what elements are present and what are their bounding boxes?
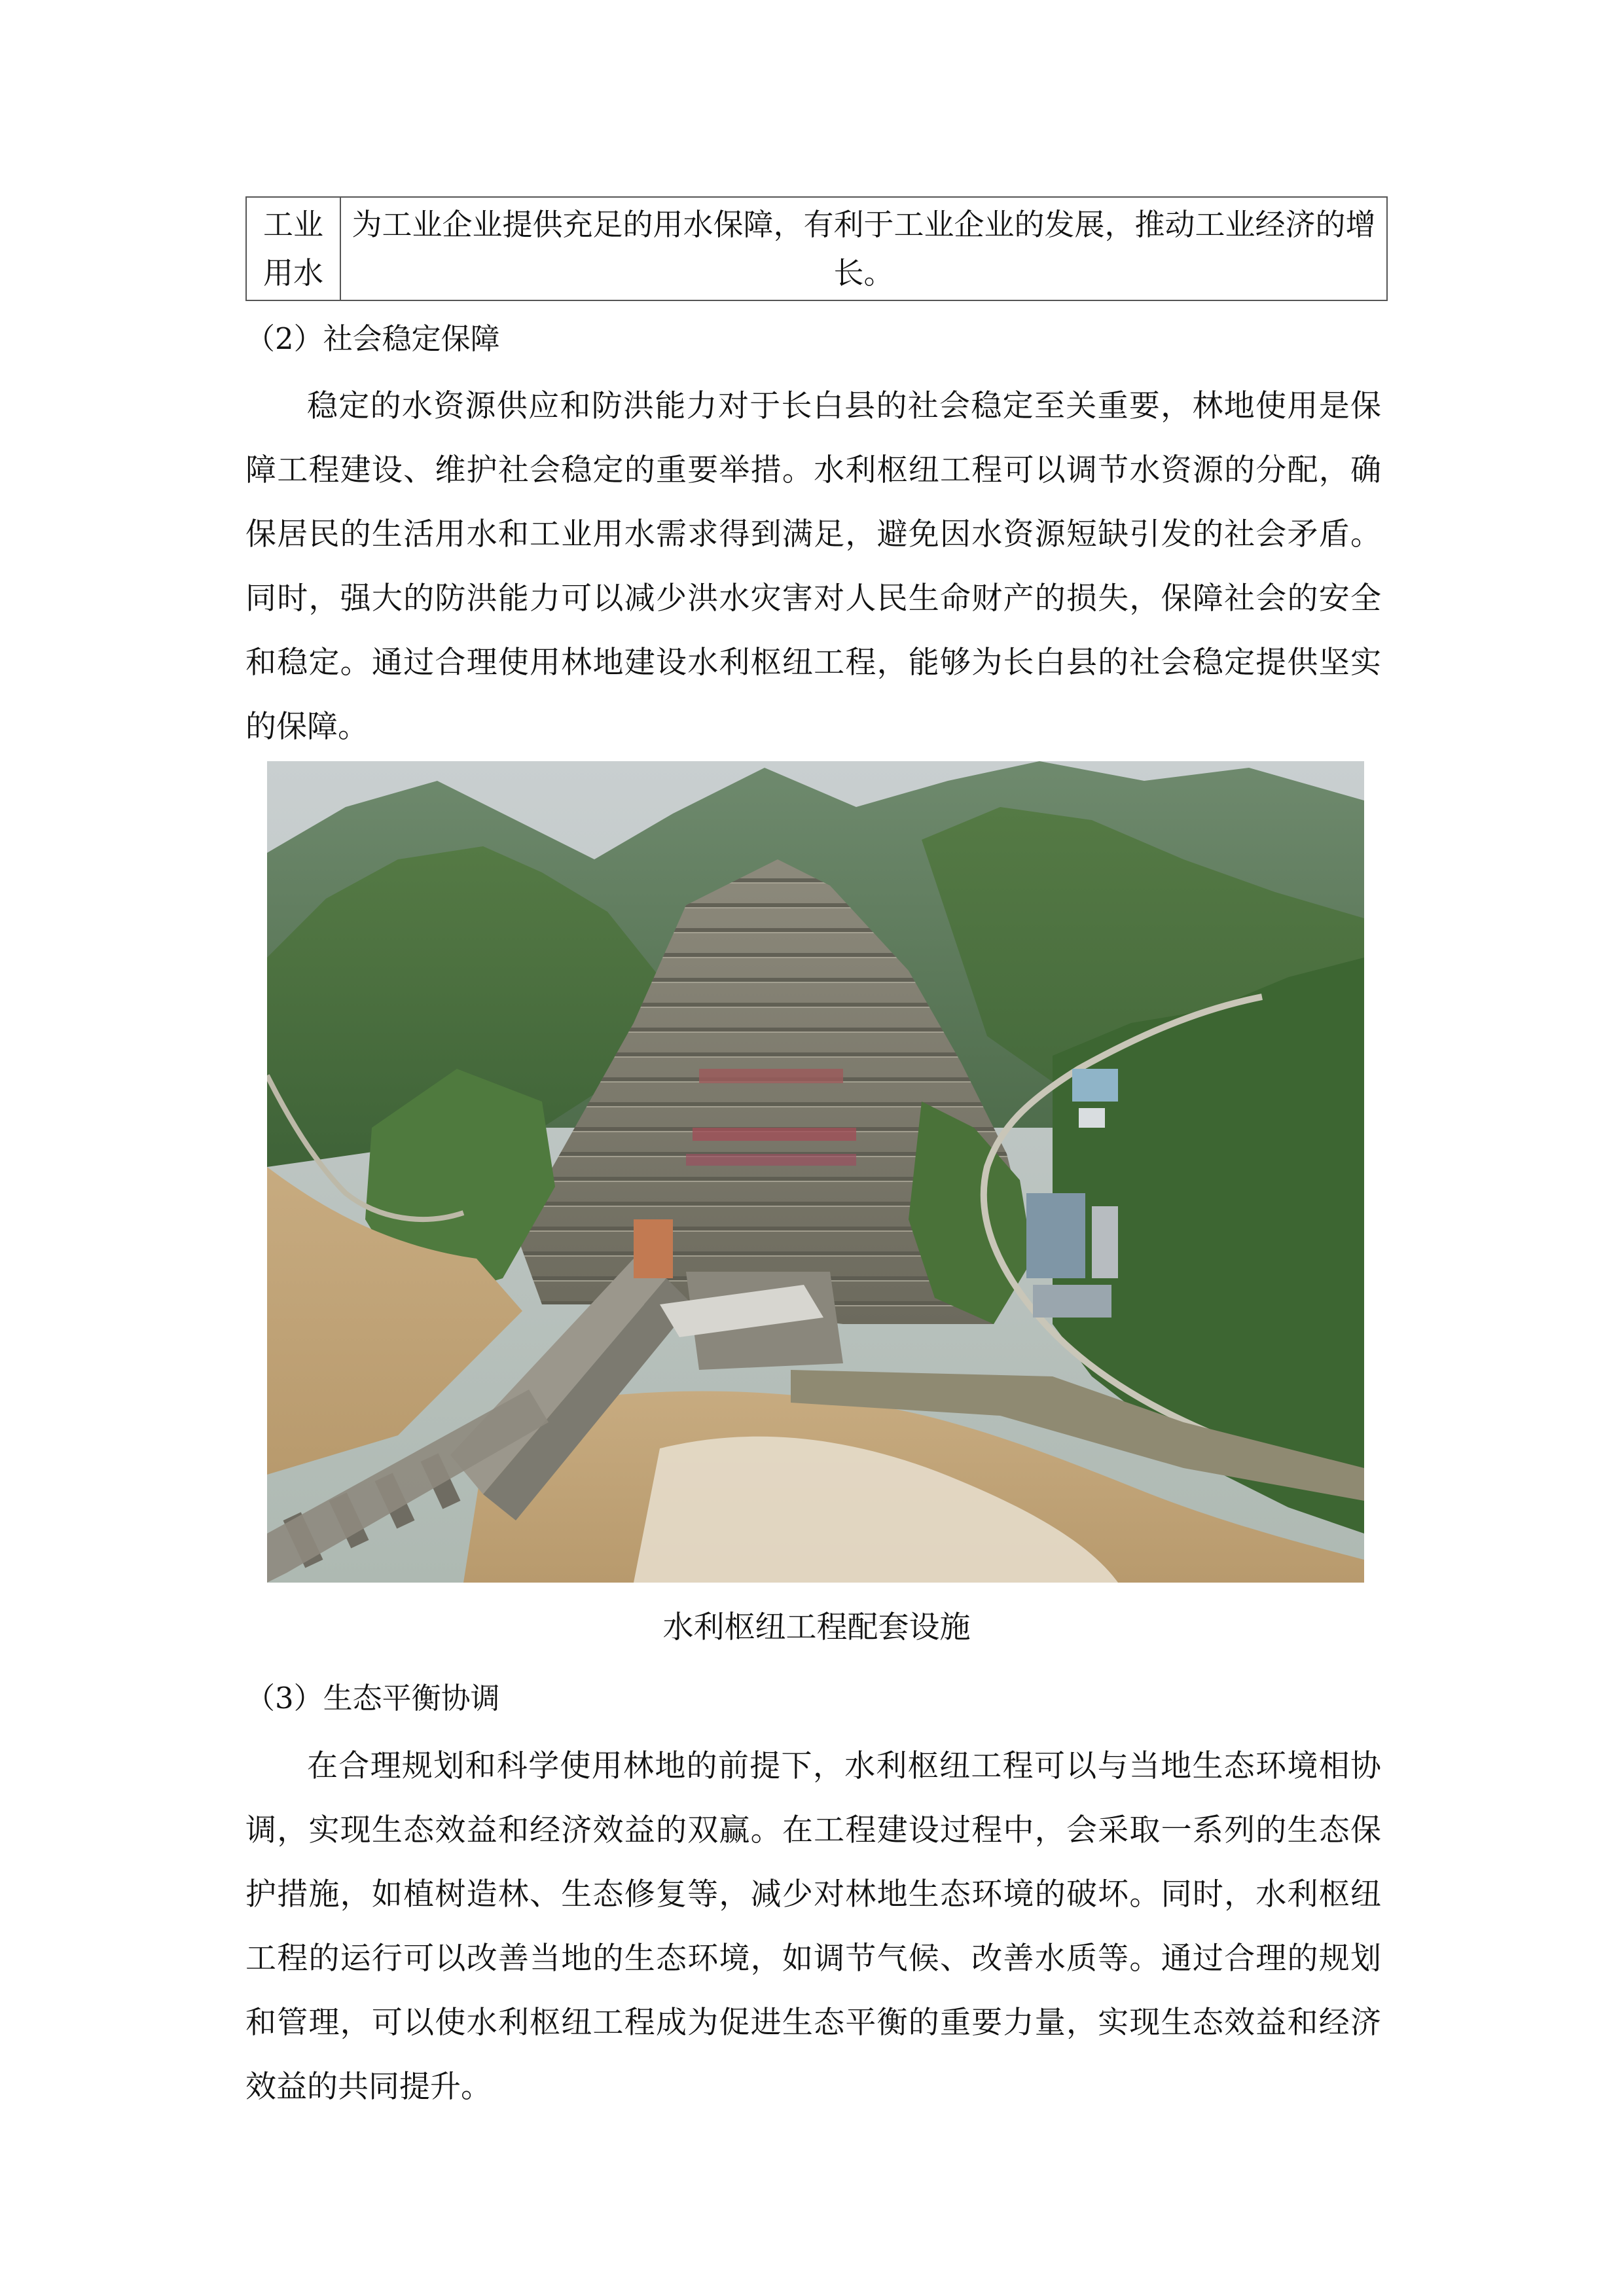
section-heading-ecological-balance: （3）生态平衡协调 (245, 1681, 500, 1715)
table-cell-category: 工业用水 (246, 197, 340, 300)
section-paragraph-ecological-balance (245, 1734, 1381, 2119)
table-cell-description: 为工业企业提供充足的用水保障，有利于工业企业的发展，推动工业经济的增长。 (340, 197, 1387, 300)
paragraph-text: 在合理规划和科学使用林地的前提下，水利枢纽工程可以与当地生态环境相协调，实现生态效益和经济效益的双赢。在工程建设过程中，会采取一系列的生态保护措施，如植树造林、生态修复等，减少对林地生态环境的破坏。同时，水利枢纽工程的运行可以改善当地的生态环境，如调节气候、改善水质等。通过合理的规划和管理，可以使水利枢纽工程成为促进生态平衡的重要力量，实现生态效益和经济效益的共同提升。 (245, 1748, 1381, 2105)
paragraph-text: 稳定的水资源供应和防洪能力对于长白县的社会稳定至关重要，林地使用是保障工程建设、维护社会稳定的重要举措。水利枢纽工程可以调节水资源的分配，确保居民的生活用水和工业用水需求得到满足，避免因水资源短缺引发的社会矛盾。同时，强大的防洪能力可以减少洪水灾害对人民生命财产的损失，保障社会的安全和稳定。通过合理使用林地建设水利枢纽工程，能够为长白县的社会稳定提供坚实的保障。 (245, 388, 1381, 745)
dam-facility-photo (267, 761, 1364, 1583)
table-row (246, 197, 1387, 300)
section-heading-social-stability: （2）社会稳定保障 (245, 321, 500, 356)
figure-caption: 水利枢纽工程配套设施 (662, 1609, 971, 1645)
section-paragraph-social-stability (245, 374, 1381, 759)
water-use-table (245, 196, 1388, 301)
